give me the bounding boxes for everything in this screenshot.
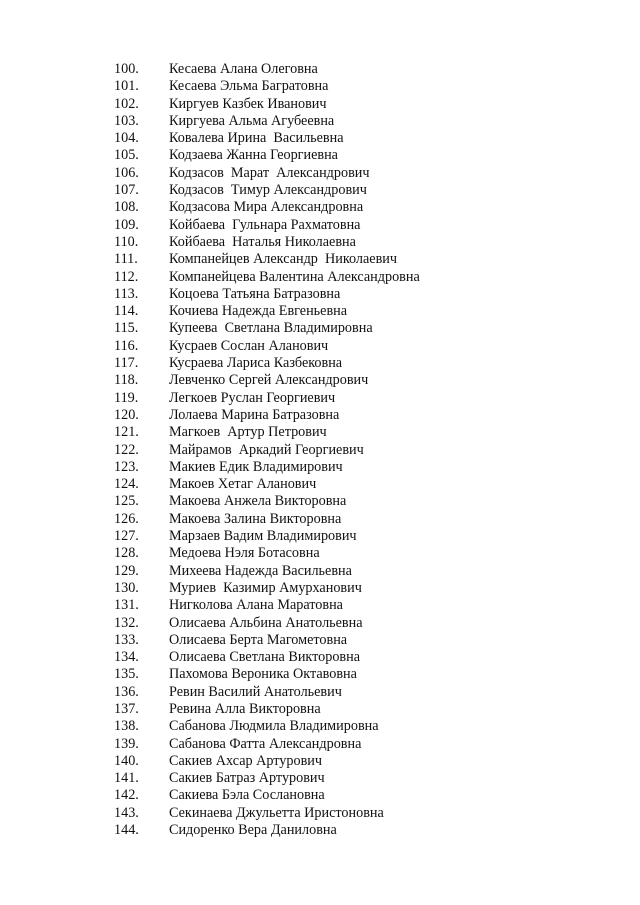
item-number: 130. (114, 579, 139, 596)
item-number: 133. (114, 631, 139, 648)
person-name: Компанейцева Валентина Александровна (169, 268, 420, 285)
item-number: 113. (114, 285, 139, 302)
item-number: 101. (114, 78, 139, 95)
person-name: Левченко Сергей Александрович (169, 372, 369, 389)
list-item (114, 701, 420, 718)
list-item (114, 684, 420, 701)
person-name: Медоева Нэля Ботасовна (169, 545, 320, 562)
item-number: 110. (114, 233, 139, 250)
item-number: 131. (114, 597, 139, 614)
list-item (114, 787, 420, 804)
person-name: Олисаева Светлана Викторовна (169, 649, 361, 666)
list-item (114, 528, 420, 545)
item-number: 141. (114, 770, 139, 787)
list-item (114, 632, 420, 649)
list-item (114, 355, 420, 372)
item-number: 128. (114, 545, 139, 562)
list-item (114, 718, 420, 735)
list-item (114, 736, 420, 753)
list-item (114, 649, 420, 666)
person-name: Легкоев Руслан Георгиевич (169, 389, 336, 406)
person-name: Кодзаева Жанна Георгиевна (169, 147, 338, 164)
person-name: Магкоев Артур Петрович (169, 424, 327, 441)
item-number: 142. (114, 787, 139, 804)
item-number: 136. (114, 683, 139, 700)
person-name: Кодзасов Тимур Александрович (169, 182, 367, 199)
person-name: Ревин Василий Анатольевич (169, 683, 342, 700)
person-name: Койбаева Гульнара Рахматовна (169, 216, 361, 233)
item-number: 112. (114, 268, 139, 285)
item-number: 121. (114, 424, 139, 441)
item-number: 122. (114, 441, 139, 458)
item-number: 111. (114, 251, 138, 268)
item-number: 104. (114, 130, 139, 147)
person-name: Майрамов Аркадий Георгиевич (169, 441, 364, 458)
list-item (114, 303, 420, 320)
item-number: 100. (114, 61, 139, 77)
person-name: Киргуев Казбек Иванович (169, 95, 327, 112)
list-item (114, 476, 420, 493)
item-number: 135. (114, 666, 139, 683)
item-number: 108. (114, 199, 139, 216)
person-name: Михеева Надежда Васильевна (169, 562, 352, 579)
person-name: Кочиева Надежда Евгеньевна (169, 303, 348, 320)
item-number: 118. (114, 372, 139, 389)
item-number: 107. (114, 182, 139, 199)
item-number: 127. (114, 528, 139, 545)
list-item (114, 199, 420, 216)
item-number: 144. (114, 822, 139, 839)
list-item (114, 113, 420, 130)
list-item (114, 217, 420, 234)
person-name: Марзаев Вадим Владимирович (169, 528, 357, 545)
item-number: 138. (114, 718, 139, 735)
item-number: 105. (114, 147, 139, 164)
list-item (114, 61, 420, 78)
item-number: 132. (114, 614, 139, 631)
person-name: Лолаева Марина Батразовна (169, 406, 340, 423)
item-number: 109. (114, 216, 139, 233)
person-name: Нигколова Алана Маратовна (169, 597, 343, 614)
person-name: Сакиев Батраз Артурович (169, 770, 325, 787)
item-number: 106. (114, 164, 139, 181)
list-item (114, 78, 420, 95)
list-item (114, 147, 420, 164)
list-item (114, 615, 420, 632)
list-item (114, 442, 420, 459)
list-item (114, 545, 420, 562)
list-item (114, 563, 420, 580)
person-name: Олисаева Альбина Анатольевна (169, 614, 363, 631)
item-number: 126. (114, 510, 139, 527)
item-number: 102. (114, 95, 139, 112)
list-item (114, 597, 420, 614)
list-item (114, 338, 420, 355)
person-name: Кодзасов Марат Александрович (169, 164, 370, 181)
list-item (114, 805, 420, 822)
list-item (114, 269, 420, 286)
list-item (114, 165, 420, 182)
person-name: Сабанова Фатта Александровна (169, 735, 362, 752)
list-item (114, 372, 420, 389)
list-item (114, 286, 420, 303)
person-name: Киргуева Альма Агубеевна (169, 112, 335, 129)
list-item (114, 459, 420, 476)
item-number: 139. (114, 735, 139, 752)
list-item (114, 753, 420, 770)
name-list (114, 61, 420, 839)
item-number: 123. (114, 458, 139, 475)
list-item (114, 493, 420, 510)
person-name: Олисаева Берта Магометовна (169, 631, 348, 648)
person-name: Ковалева Ирина Васильевна (169, 130, 344, 147)
list-item (114, 770, 420, 787)
item-number: 117. (114, 355, 139, 372)
person-name: Макоев Хетаг Аланович (169, 476, 317, 493)
list-item (114, 251, 420, 268)
item-number: 120. (114, 406, 139, 423)
item-number: 134. (114, 649, 139, 666)
list-item (114, 822, 420, 839)
person-name: Макоева Залина Викторовна (169, 510, 342, 527)
item-number: 116. (114, 337, 139, 354)
item-number: 137. (114, 700, 139, 717)
person-name: Пахомова Вероника Октавовна (169, 666, 357, 683)
person-name: Кусраева Лариса Казбековна (169, 355, 343, 372)
item-number: 140. (114, 752, 139, 769)
person-name: Кодзасова Мира Александровна (169, 199, 364, 216)
item-number: 129. (114, 562, 139, 579)
person-name: Сидоренко Вера Даниловна (169, 822, 337, 839)
person-name: Кесаева Алана Олеговна (169, 61, 318, 77)
list-item (114, 130, 420, 147)
item-number: 124. (114, 476, 139, 493)
list-item (114, 424, 420, 441)
item-number: 115. (114, 320, 139, 337)
person-name: Койбаева Наталья Николаевна (169, 233, 356, 250)
list-item (114, 96, 420, 113)
person-name: Сакиев Ахсар Артурович (169, 752, 322, 769)
person-name: Кесаева Эльма Багратовна (169, 78, 329, 95)
person-name: Сакиева Бэла Сослановна (169, 787, 325, 804)
list-item (114, 182, 420, 199)
item-number: 119. (114, 389, 139, 406)
list-item (114, 320, 420, 337)
person-name: Макоева Анжела Викторовна (169, 493, 347, 510)
list-item (114, 390, 420, 407)
list-item (114, 666, 420, 683)
item-number: 143. (114, 804, 139, 821)
list-item (114, 407, 420, 424)
person-name: Купеева Светлана Владимировна (169, 320, 373, 337)
list-item (114, 580, 420, 597)
person-name: Кусраев Сослан Аланович (169, 337, 329, 354)
item-number: 114. (114, 303, 139, 320)
person-name: Секинаева Джульетта Иристоновна (169, 804, 384, 821)
person-name: Макиев Едик Владимирович (169, 458, 343, 475)
list-item (114, 234, 420, 251)
person-name: Компанейцев Александр Николаевич (169, 251, 398, 268)
person-name: Коцоева Татьяна Батразовна (169, 285, 341, 302)
item-number: 103. (114, 112, 139, 129)
person-name: Муриев Казимир Амурханович (169, 579, 362, 596)
item-number: 125. (114, 493, 139, 510)
person-name: Сабанова Людмила Владимировна (169, 718, 379, 735)
list-item (114, 511, 420, 528)
person-name: Ревина Алла Викторовна (169, 700, 321, 717)
